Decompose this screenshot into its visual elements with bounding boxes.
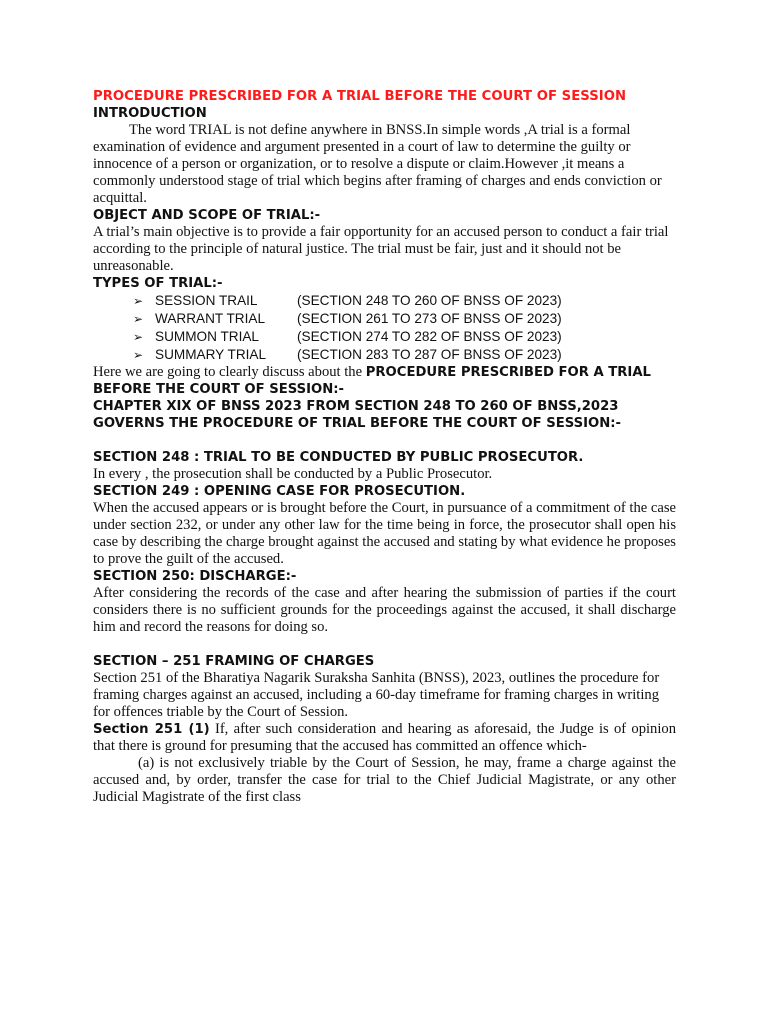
spacer — [93, 432, 676, 449]
arrow-bullet-icon: ➢ — [133, 312, 144, 326]
section-249-paragraph: When the accused appears or is brought before the Court, in pursuance of a commitment of the case under section 232, or under any other law for the time being in force, the prosecutor shall open his case by describing the charge brought against the accused and stating by what evidence he proposes to prove the guilt of the accused. — [93, 500, 676, 567]
section-249-heading: SECTION 249 : OPENING CASE FOR PROSECUTION. — [93, 484, 466, 499]
section-248-paragraph: In every , the prosecution shall be conducted by a Public Prosecutor. — [93, 466, 493, 482]
section-251-clause-a: (a) is not exclusively triable by the Court of Session, he may, frame a charge against the accused and, by order, transfer the case for trial to the Chief Judicial Magistrate, or any other Judicial Magistrate of the first class — [93, 755, 676, 805]
section-251-1-text: If, after such consideration and hearing as aforesaid, the Judge is of opinion that there is ground for presuming that the accused has committed an offence which- — [93, 721, 676, 754]
arrow-bullet-icon: ➢ — [133, 348, 144, 362]
trial-type-name: SUMMON TRIAL — [155, 329, 259, 344]
trial-type-name: SESSION TRAIL — [155, 293, 258, 308]
arrow-bullet-icon: ➢ — [133, 294, 144, 308]
object-scope-paragraph: A trial’s main objective is to provide a fair opportunity for an accused person to conduct a fair trial according to the principle of natural justice. The trial must be fair, just and it should not be unreasonable. — [93, 224, 669, 274]
trial-type-section: (SECTION 261 TO 273 OF BNSS OF 2023) — [297, 311, 562, 326]
discuss-bold: PROCEDURE PRESCRIBED FOR A TRIAL BEFORE THE COURT OF SESSION:- — [93, 365, 651, 397]
section-251-1-paragraph — [93, 721, 676, 755]
trial-type-name: SUMMARY TRIAL — [155, 347, 267, 362]
spacer — [93, 636, 676, 653]
trial-type-section: (SECTION 248 TO 260 OF BNSS OF 2023) — [297, 293, 562, 308]
arrow-bullet-icon: ➢ — [133, 330, 144, 344]
section-251-1-label: Section 251 (1) — [93, 722, 210, 737]
list-item — [133, 292, 676, 310]
introduction-paragraph: The word TRIAL is not define anywhere in BNSS.In simple words ,A trial is a formal examination of evidence and argument presented in a court of law to determine the guilty or innocence of a person or organization, or to resolve a dispute or claim.However ,it means a commonly understood stage of trial which begins after framing of charges and ends conviction or acquittal. — [93, 122, 662, 206]
types-list — [93, 292, 676, 364]
trial-type-name: WARRANT TRIAL — [155, 311, 266, 326]
section-251-paragraph: Section 251 of the Bharatiya Nagarik Suraksha Sanhita (BNSS), 2023, outlines the procedure for framing charges against an accused, including a 60-day timeframe for framing charges in writing for offences triable by the Court of Session. — [93, 670, 660, 720]
types-heading: TYPES OF TRIAL:- — [93, 276, 223, 291]
object-scope-heading: OBJECT AND SCOPE OF TRIAL:- — [93, 208, 321, 223]
list-item — [133, 346, 676, 364]
section-250-paragraph: After considering the records of the case and after hearing the submission of parties if the court considers there is no sufficient grounds for the proceedings against the accused, it shall discharge him and record the reasons for doing so. — [93, 585, 676, 635]
chapter-heading: CHAPTER XIX OF BNSS 2023 FROM SECTION 248 TO 260 OF BNSS,2023 GOVERNS THE PROCEDURE OF TRIAL BEFORE THE COURT OF SESSION:- — [93, 399, 622, 431]
section-248-heading: SECTION 248 : TRIAL TO BE CONDUCTED BY PUBLIC PROSECUTOR. — [93, 450, 584, 465]
list-item — [133, 328, 676, 346]
introduction-heading: INTRODUCTION — [93, 106, 207, 121]
list-item — [133, 310, 676, 328]
discuss-paragraph — [93, 364, 676, 398]
section-251-heading: SECTION – 251 FRAMING OF CHARGES — [93, 654, 375, 669]
trial-type-section: (SECTION 283 TO 287 OF BNSS OF 2023) — [297, 347, 562, 362]
discuss-lead: Here we are going to clearly discuss about the — [93, 364, 366, 380]
trial-type-section: (SECTION 274 TO 282 OF BNSS OF 2023) — [297, 329, 562, 344]
document-title: PROCEDURE PRESCRIBED FOR A TRIAL BEFORE THE COURT OF SESSION — [93, 89, 627, 104]
section-250-heading: SECTION 250: DISCHARGE:- — [93, 569, 297, 584]
